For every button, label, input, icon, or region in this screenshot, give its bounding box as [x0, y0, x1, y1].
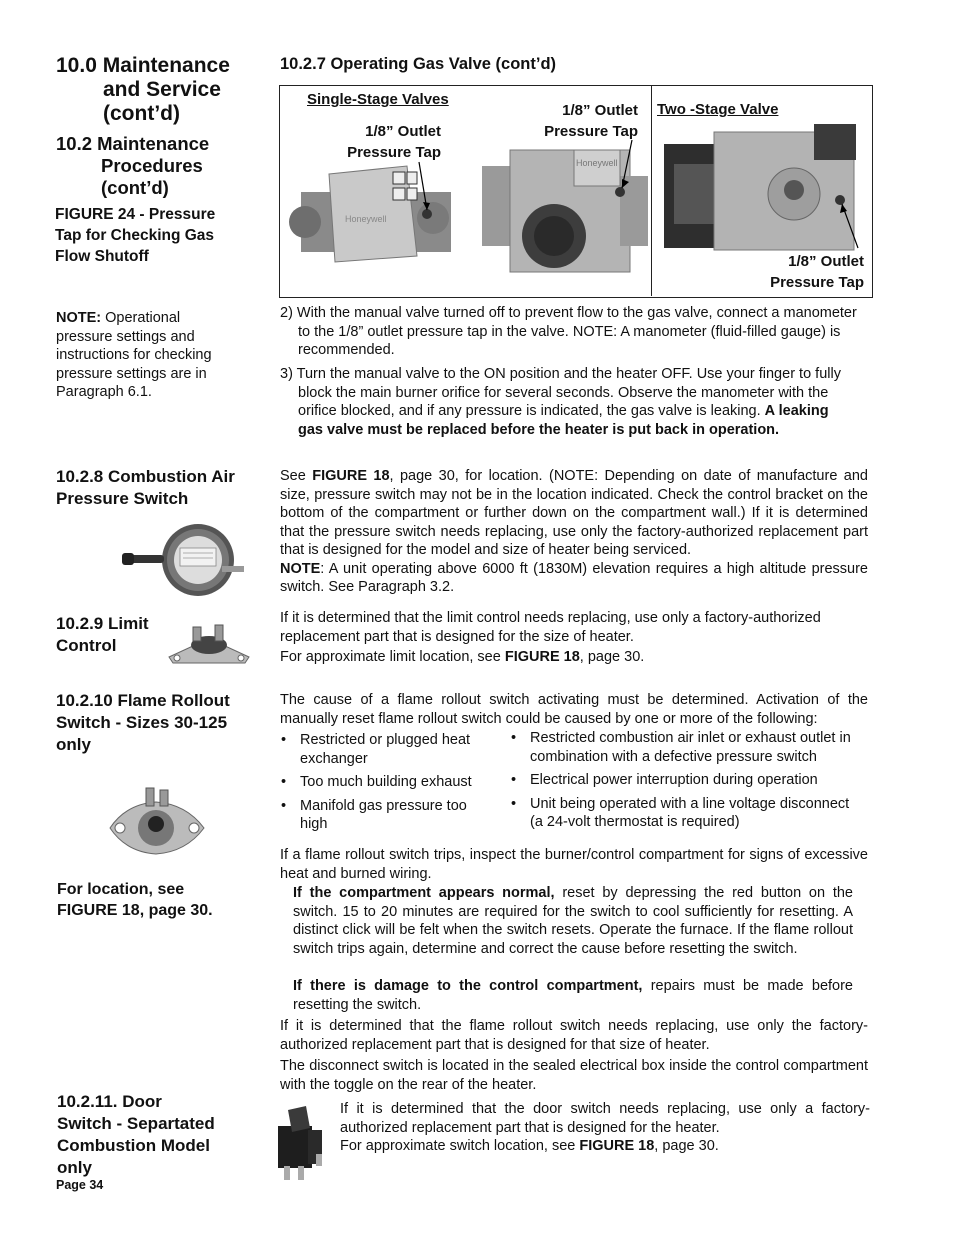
door-switch-text: If it is determined that the door switch needs replacing, use only a factory-authorized replacement part that is designed for the heater. For approximate switch location, see FIGURE 18, page 30.	[340, 1101, 870, 1154]
pressure-tap-label-3: 1/8” Outlet Pressure Tap	[770, 253, 864, 291]
list-item: • Restricted combustion air inlet or exhaust outlet in combination with a defective pressure switch	[511, 729, 861, 766]
step-2: 2) With the manual valve turned off to prevent flow to the gas valve, connect a manometer to the 1/8” outlet pressure tap in the valve. NOTE: A manometer (fluid-filled gauge) is recommended.	[280, 305, 857, 358]
rollout-causes-left	[281, 731, 496, 839]
limit-control-text: If it is determined that the limit control needs replacing, use only a factory-authorized replacement part that is designed for the size of heater. For approximate limit location, see FIGURE 18, page 30.	[280, 610, 821, 665]
operational-pressure-note: NOTE: Operational pressure settings and instructions for checking pressure settings are in Paragraph 6.1.	[56, 310, 212, 400]
heading-10-2-9: 10.2.9 Limit Control	[56, 614, 149, 655]
figure-divider	[651, 86, 652, 296]
heading-10-2-7: 10.2.7 Operating Gas Valve (cont’d)	[280, 55, 557, 73]
step-3: 3) Turn the manual valve to the ON position and the heater OFF. Use your finger to fully block the main burner orifice for several seconds. Observe the manometer with the orifice blocked, and if any pressure is indicated, the gas valve is leaking. A leaking gas valve must be replaced before the heater is put back in operation.	[280, 366, 841, 438]
figure-18-ref: FIGURE 18	[312, 468, 390, 484]
pressure-tap-label-1: 1/8” Outlet Pressure Tap	[347, 123, 441, 161]
figure-18-ref: FIGURE 18	[579, 1138, 655, 1154]
section-title: 10.0 Maintenance and Service (cont’d)	[56, 54, 230, 125]
single-stage-valve-photo-1	[287, 158, 451, 276]
door-switch-photo	[270, 1104, 334, 1182]
figure-18-ref: FIGURE 18	[504, 649, 580, 665]
valve-brand-text-1: Honeywell	[345, 214, 387, 224]
two-stage-label: Two -Stage Valve	[657, 101, 779, 118]
pressure-tap-label-2: 1/8” Outlet Pressure Tap	[544, 102, 638, 140]
single-stage-valve-photo-2	[482, 136, 650, 276]
single-stage-label: Single-Stage Valves	[307, 91, 449, 108]
heading-10-2-11: 10.2.11. Door Switch - Separtated Combustion Model only	[57, 1092, 215, 1177]
note-label: NOTE:	[56, 310, 102, 326]
list-item: • Unit being operated with a line voltage disconnect (a 24-volt thermostat is required)	[511, 795, 861, 832]
heading-10-2-8: 10.2.8 Combustion Air Pressure Switch	[56, 467, 235, 508]
rollout-replace-text: If it is determined that the flame rollout switch needs replacing, use only the factory-authorized replacement part that is designed for that size of heater.	[280, 1018, 868, 1053]
combustion-air-switch-text: See FIGURE 18, page 30, for location. (NOTE: Depending on date of manufacture and size, pressure switch may not be in the location indicated. Check the control bracket on the bottom of the compartment or further down on the compartment wall.) If it is determined that the pressure switch needs replacing, use only the factory-authorized replacement part that is designed for the model and size of heater being serviced. NOTE: A unit operating above 6000 ft (1830M) elevation requires a high altitude pressure switch. See Paragraph 3.2.	[280, 468, 868, 595]
rollout-normal-text: If the compartment appears normal, reset by depressing the red button on the switch. 15 to 20 minutes are required for the switch to cool sufficiently for resetting. A distinct click will be felt when the switch resets. Operate the furnace. If the flame rollout switch trips again, determine and correct the cause before resetting the switch.	[293, 885, 853, 957]
rollout-damage-text: If there is damage to the control compartment, repairs must be made before resetting the switch.	[293, 978, 853, 1013]
list-item: • Electrical power interruption during operation	[511, 771, 861, 790]
page-number: Page 34	[56, 1178, 104, 1192]
disconnect-switch-text: The disconnect switch is located in the sealed electrical box inside the control compartment with the toggle on the rear of the heater.	[280, 1058, 868, 1093]
list-item: • Restricted or plugged heat exchanger	[281, 731, 496, 768]
two-stage-valve-photo	[664, 124, 864, 252]
rollout-intro: The cause of a flame rollout switch activating must be determined. Activation of the manually reset flame rollout switch could be caused by one or more of the following:	[280, 692, 868, 727]
list-item: • Too much building exhaust	[281, 773, 496, 792]
rollout-location-note: For location, see FIGURE 18, page 30.	[57, 881, 213, 919]
subsection-title: 10.2 Maintenance Procedures (cont’d)	[56, 133, 210, 198]
rollout-trip-text: If a flame rollout switch trips, inspect the burner/control compartment for signs of excessive heat and burned wiring.	[280, 847, 868, 882]
rollout-causes-right	[511, 729, 861, 837]
heading-10-2-10: 10.2.10 Flame Rollout Switch - Sizes 30-125 only	[56, 691, 230, 754]
valve-brand-text-2: Honeywell	[576, 158, 618, 168]
figure-24-caption: FIGURE 24 - Pressure Tap for Checking Gas Flow Shutoff	[55, 206, 216, 265]
flame-rollout-switch-photo	[106, 784, 208, 868]
limit-control-photo	[165, 617, 253, 669]
list-item: • Manifold gas pressure too high	[281, 797, 496, 834]
pressure-switch-photo	[118, 518, 256, 600]
